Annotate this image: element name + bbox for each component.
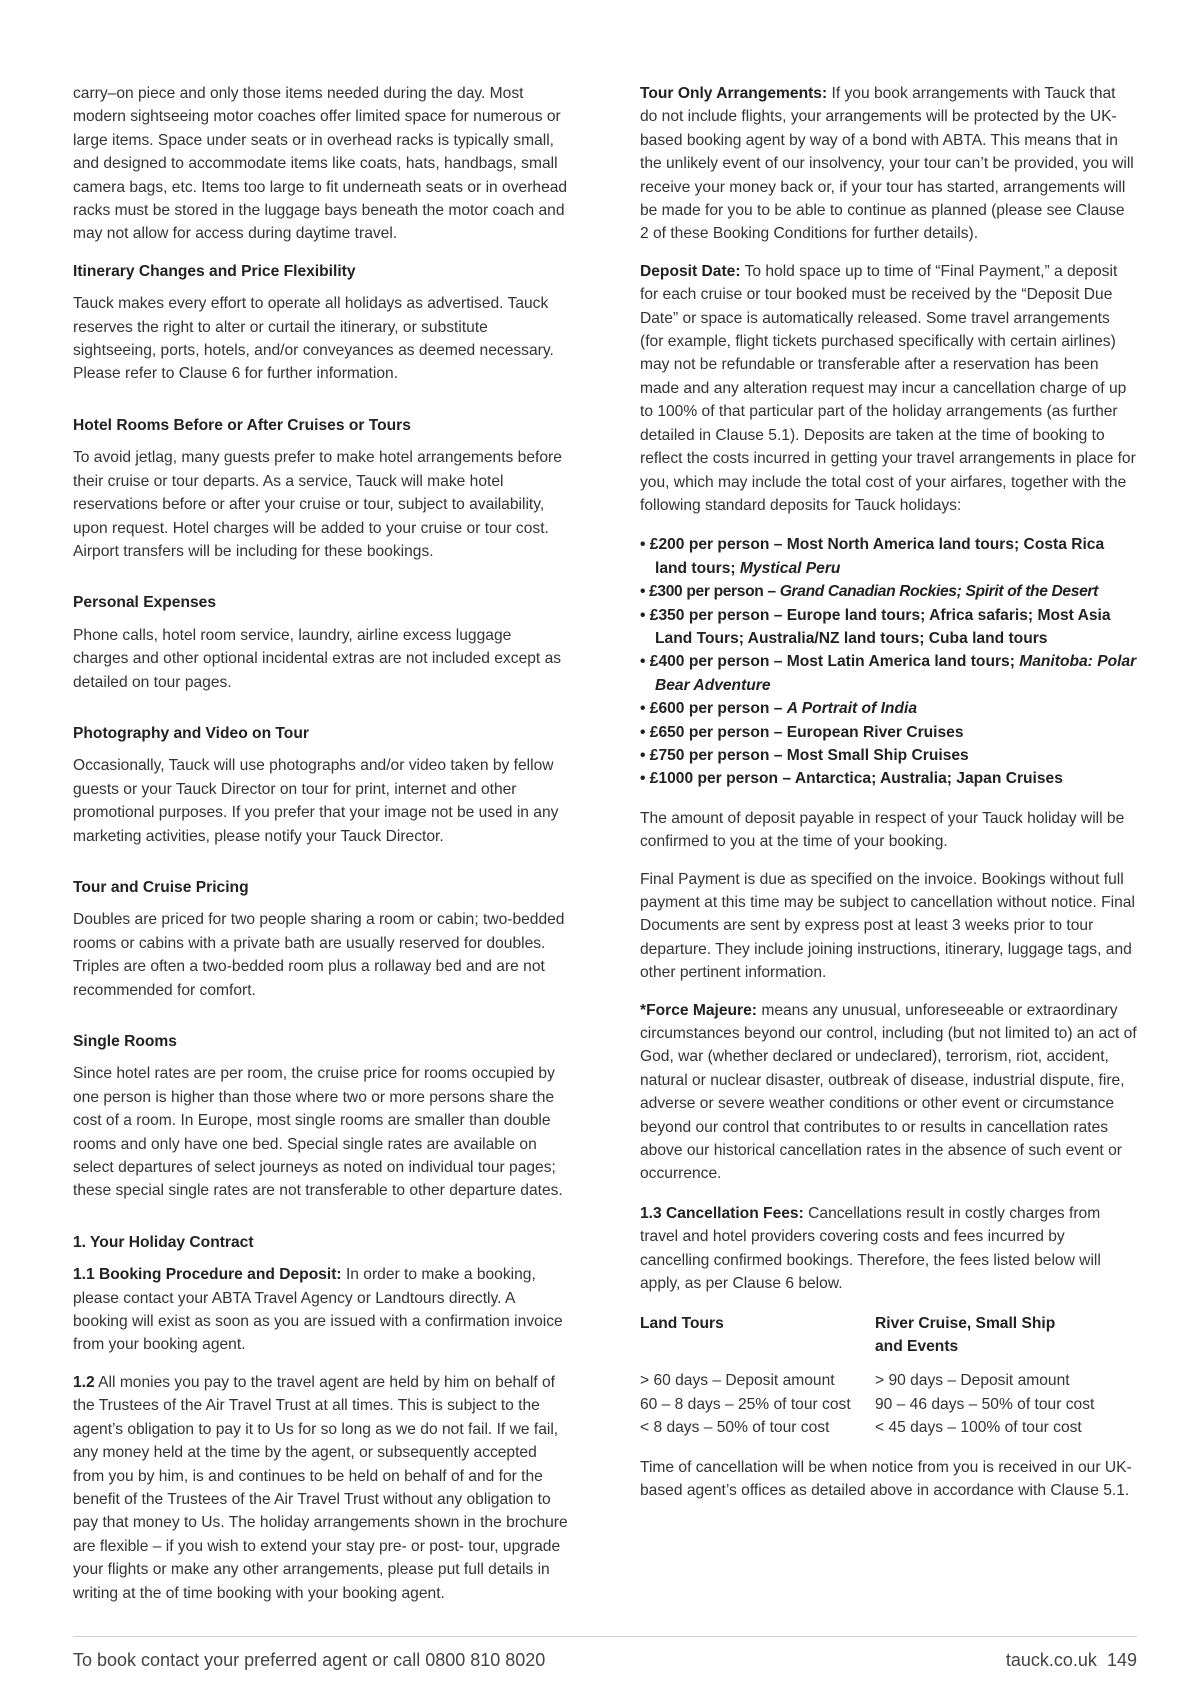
hotel-heading: Hotel Rooms Before or After Cruises or Tours bbox=[73, 416, 411, 434]
hotel-body: To avoid jetlag, many guests prefer to make hotel arrangements before their cruise or tour departs. As a service, Tauck will make hotel reservations before or after your cruise or tour, subject to availability, upon request. Hotel charges will be added to your cruise or tour cost. Airport transfers will be including for these bookings. bbox=[73, 449, 562, 560]
footer-contact: To book contact your preferred agent or call 0800 810 8020 bbox=[73, 1650, 546, 1670]
pricing-body: Doubles are priced for two people sharing a room or cabin; two-bedded rooms or cabins with a private bath are usually reserved for doubles. Triples are often a two-bedded room plus a rollaway bed and are not recommended for comfort. bbox=[73, 911, 565, 999]
deposit-item-italic: Manitoba: Polar Bear Adventure bbox=[655, 653, 1137, 694]
pricing-heading: Tour and Cruise Pricing bbox=[73, 878, 249, 896]
deposit-date-label: Deposit Date: bbox=[640, 262, 741, 280]
river-cruise-column bbox=[875, 1312, 1137, 1440]
deposit-item bbox=[640, 580, 1137, 603]
luggage-intro: carry–on piece and only those items needed during the day. Most modern sightseeing motor coaches offer limited space for numerous or large items. Space under seats or in overhead racks is typically small, and designed to accommodate items like coats, hats, handbags, small camera bags, etc. Items too large to fit underneath seats or in overhead racks must be stored in the luggage bays beneath the motor coach and may not allow for access during daytime travel. bbox=[73, 85, 568, 243]
deposit-item bbox=[640, 533, 1137, 580]
deposit-item bbox=[640, 650, 1137, 697]
clause-1-2-body: All monies you pay to the travel agent are held by him on behalf of the Trustees of the Air Travel Trust at all times. This is subject to the agent’s obligation to pay it to Us for so long as we do not fail. If we fail, any money held at the time by the agent, or subsequently accepted from you by him, is and continues to be held on behalf of and for the benefit of the Trustees of the Air Travel Trust without any obligation to pay that money to Us. The holiday arrangements shown in the brochure are flexible – if you wish to extend your stay pre- or post- tour, upgrade your flights or make any other arrangements, please put full details in writing at the of time booking with your booking agent. bbox=[73, 1373, 568, 1602]
deposit-note: The amount of deposit payable in respect of your Tauck holiday will be confirmed to you at the time of your booking. bbox=[640, 809, 1125, 851]
deposit-item-text: • £650 per person – European River Cruises bbox=[640, 723, 964, 741]
fee-row: 90 – 46 days – 50% of tour cost bbox=[875, 1395, 1095, 1413]
deposit-item-italic: Mystical Peru bbox=[739, 559, 841, 577]
itinerary-body: Tauck makes every effort to operate all holidays as advertised. Tauck reserves the right to alter or curtail the itinerary, or substitute sightseeing, ports, hotels, and/or conveyances as deemed necessary. Please refer to Clause 6 for further information. bbox=[73, 295, 554, 383]
right-column bbox=[640, 82, 1137, 1516]
photo-heading: Photography and Video on Tour bbox=[73, 724, 309, 742]
deposit-date-paragraph bbox=[640, 260, 1137, 517]
expenses-section bbox=[73, 591, 568, 694]
river-cruise-heading: River Cruise, Small Ship and Events bbox=[875, 1314, 1056, 1355]
deposit-item bbox=[640, 767, 1137, 790]
fee-row: > 90 days – Deposit amount bbox=[875, 1372, 1070, 1390]
force-majeure-body: means any unusual, unforeseeable or extraordinary circumstances beyond our control, including (but not limited to) an act of God, war (whether declared or undeclared), terrorism, riot, accident, natural or nuclear disaster, outbreak of disease, industrial dispute, fire, adverse or severe weather conditions or other event or circumstance beyond our control that contributes to or results in cancellation rates above our historical cancellation rates in the absence of such event or occurrence. bbox=[640, 1001, 1137, 1183]
deposit-item bbox=[640, 721, 1137, 744]
itinerary-heading: Itinerary Changes and Price Flexibility bbox=[73, 262, 356, 280]
contract-heading: 1. Your Holiday Contract bbox=[73, 1233, 254, 1251]
pricing-section bbox=[73, 876, 568, 1002]
clause-1-2 bbox=[73, 1371, 568, 1605]
left-column bbox=[73, 82, 568, 1619]
single-rooms-body: Since hotel rates are per room, the cruise price for rooms occupied by one person is higher than those where two or more persons share the cost of a room. In Europe, most single rooms are smaller than double rooms and only have one bed. Special single rates are available on select departures of select journeys as noted on individual tour pages; these special single rates are not transferable to other departure dates. bbox=[73, 1065, 563, 1200]
deposit-item-text: • £350 per person – Europe land tours; Africa safaris; Most Asia Land Tours; Australia/NZ land tours; Cuba land tours bbox=[640, 606, 1111, 647]
contract-section bbox=[73, 1231, 568, 1605]
cancellation-body: Cancellations result in costly charges from travel and hotel providers covering costs and fees incurred by cancelling confirmed bookings. Therefore, the fees listed below will apply, as per Clause 6 below. bbox=[640, 1204, 1101, 1293]
force-majeure-paragraph bbox=[640, 999, 1137, 1186]
force-majeure-label: *Force Majeure: bbox=[640, 1001, 757, 1019]
fee-row: < 45 days – 100% of tour cost bbox=[875, 1419, 1082, 1437]
cancellation-time: Time of cancellation will be when notice from you is received in our UK-based agent’s offices as detailed above in accordance with Clause 5.1. bbox=[640, 1458, 1132, 1499]
deposit-item-text: • £750 per person – Most Small Ship Cruises bbox=[640, 746, 969, 764]
heading-spacer bbox=[640, 1346, 875, 1369]
deposit-item bbox=[640, 604, 1137, 651]
cancellation-paragraph bbox=[640, 1202, 1137, 1296]
deposit-item-text: • £200 per person – Most North America land tours; Costa Rica land tours; bbox=[640, 536, 1105, 577]
deposit-item-text: • £600 per person – bbox=[640, 700, 787, 718]
deposit-item bbox=[640, 697, 1137, 720]
deposit-date-body: To hold space up to time of “Final Payment,” a deposit for each cruise or tour booked must be received by the “Deposit Due Date” or space is automatically released. Some travel arrangements (for example, flight tickets purchased specifically with certain airlines) may not be refundable or transferable after a reservation has been made and any alteration request may incur a cancellation charge of up to 100% of that particular part of the holiday arrangements (as further detailed in Clause 5.1). Deposits are taken at the time of booking to reflect the costs incurred in getting your travel arrangements in place for you, which may include the total cost of your airfares, together with the following standard deposits for Tauck holidays: bbox=[640, 262, 1136, 514]
footer-site-page bbox=[1006, 1650, 1137, 1671]
expenses-body: Phone calls, hotel room service, laundry, airline excess luggage charges and other optional incidental extras are not included except as detailed on tour pages. bbox=[73, 626, 562, 691]
cancellation-label: 1.3 Cancellation Fees: bbox=[640, 1204, 804, 1222]
fee-row: < 8 days – 50% of tour cost bbox=[640, 1419, 830, 1437]
hotel-section bbox=[73, 414, 568, 563]
photo-section bbox=[73, 722, 568, 848]
deposit-item-italic: Grand Canadian Rockies; Spirit of the Desert bbox=[779, 583, 1098, 601]
tour-only-body: If you book arrangements with Tauck that do not include flights, your arrangements will be protected by the UK-based booking agent by way of a bond with ABTA. This means that in the unlikely event of our insolvency, your tour can’t be provided, you will receive your money back or, if your tour has started, arrangements will be made for you to be able to continue as planned (please see Clause 2 of these Booking Conditions for further details). bbox=[640, 85, 1134, 243]
cancellation-fees-table bbox=[640, 1312, 1137, 1440]
clause-1-1-label: 1.1 Booking Procedure and Deposit: bbox=[73, 1266, 342, 1284]
deposit-item-text: • £400 per person – Most Latin America land tours; bbox=[640, 653, 1020, 671]
final-payment: Final Payment is due as specified on the invoice. Bookings without full payment at this time may be subject to cancellation without notice. Final Documents are sent by express post at least 3 weeks prior to tour departure. They include joining instructions, itinerary, luggage tags, and other pertinent information. bbox=[640, 870, 1135, 982]
page-number: 149 bbox=[1106, 1650, 1137, 1670]
single-rooms-section bbox=[73, 1030, 568, 1203]
land-tours-column bbox=[640, 1312, 875, 1440]
deposit-item-text: • £1000 per person – Antarctica; Australia; Japan Cruises bbox=[640, 770, 1063, 788]
fee-row: > 60 days – Deposit amount bbox=[640, 1372, 835, 1390]
tour-only-label: Tour Only Arrangements: bbox=[640, 85, 828, 102]
expenses-heading: Personal Expenses bbox=[73, 594, 217, 612]
footer-divider bbox=[73, 1636, 1137, 1637]
photo-body: Occasionally, Tauck will use photographs and/or video taken by fellow guests or your Tauck Director on tour for print, internet and other promotional purposes. If you prefer that your image not be used in any marketing activities, please notify your Tauck Director. bbox=[73, 757, 559, 845]
clause-1-1 bbox=[73, 1263, 568, 1357]
land-tours-heading: Land Tours bbox=[640, 1314, 724, 1332]
single-rooms-heading: Single Rooms bbox=[73, 1033, 177, 1050]
itinerary-section bbox=[73, 260, 568, 386]
fee-row: 60 – 8 days – 25% of tour cost bbox=[640, 1395, 851, 1413]
clause-1-2-label: 1.2 bbox=[73, 1373, 95, 1391]
deposit-list bbox=[640, 533, 1137, 790]
clause-1-1-body: In order to make a booking, please contact your ABTA Travel Agency or Landtours directly. A booking will exist as soon as you are issued with a confirmation invoice from your booking agent. bbox=[73, 1266, 563, 1354]
footer-site: tauck.co.uk bbox=[1005, 1650, 1097, 1670]
tour-only-paragraph bbox=[640, 82, 1137, 246]
deposit-item bbox=[640, 744, 1137, 767]
deposit-item-italic: A Portrait of India bbox=[786, 700, 917, 718]
deposit-item-text: • £300 per person – bbox=[640, 583, 780, 601]
